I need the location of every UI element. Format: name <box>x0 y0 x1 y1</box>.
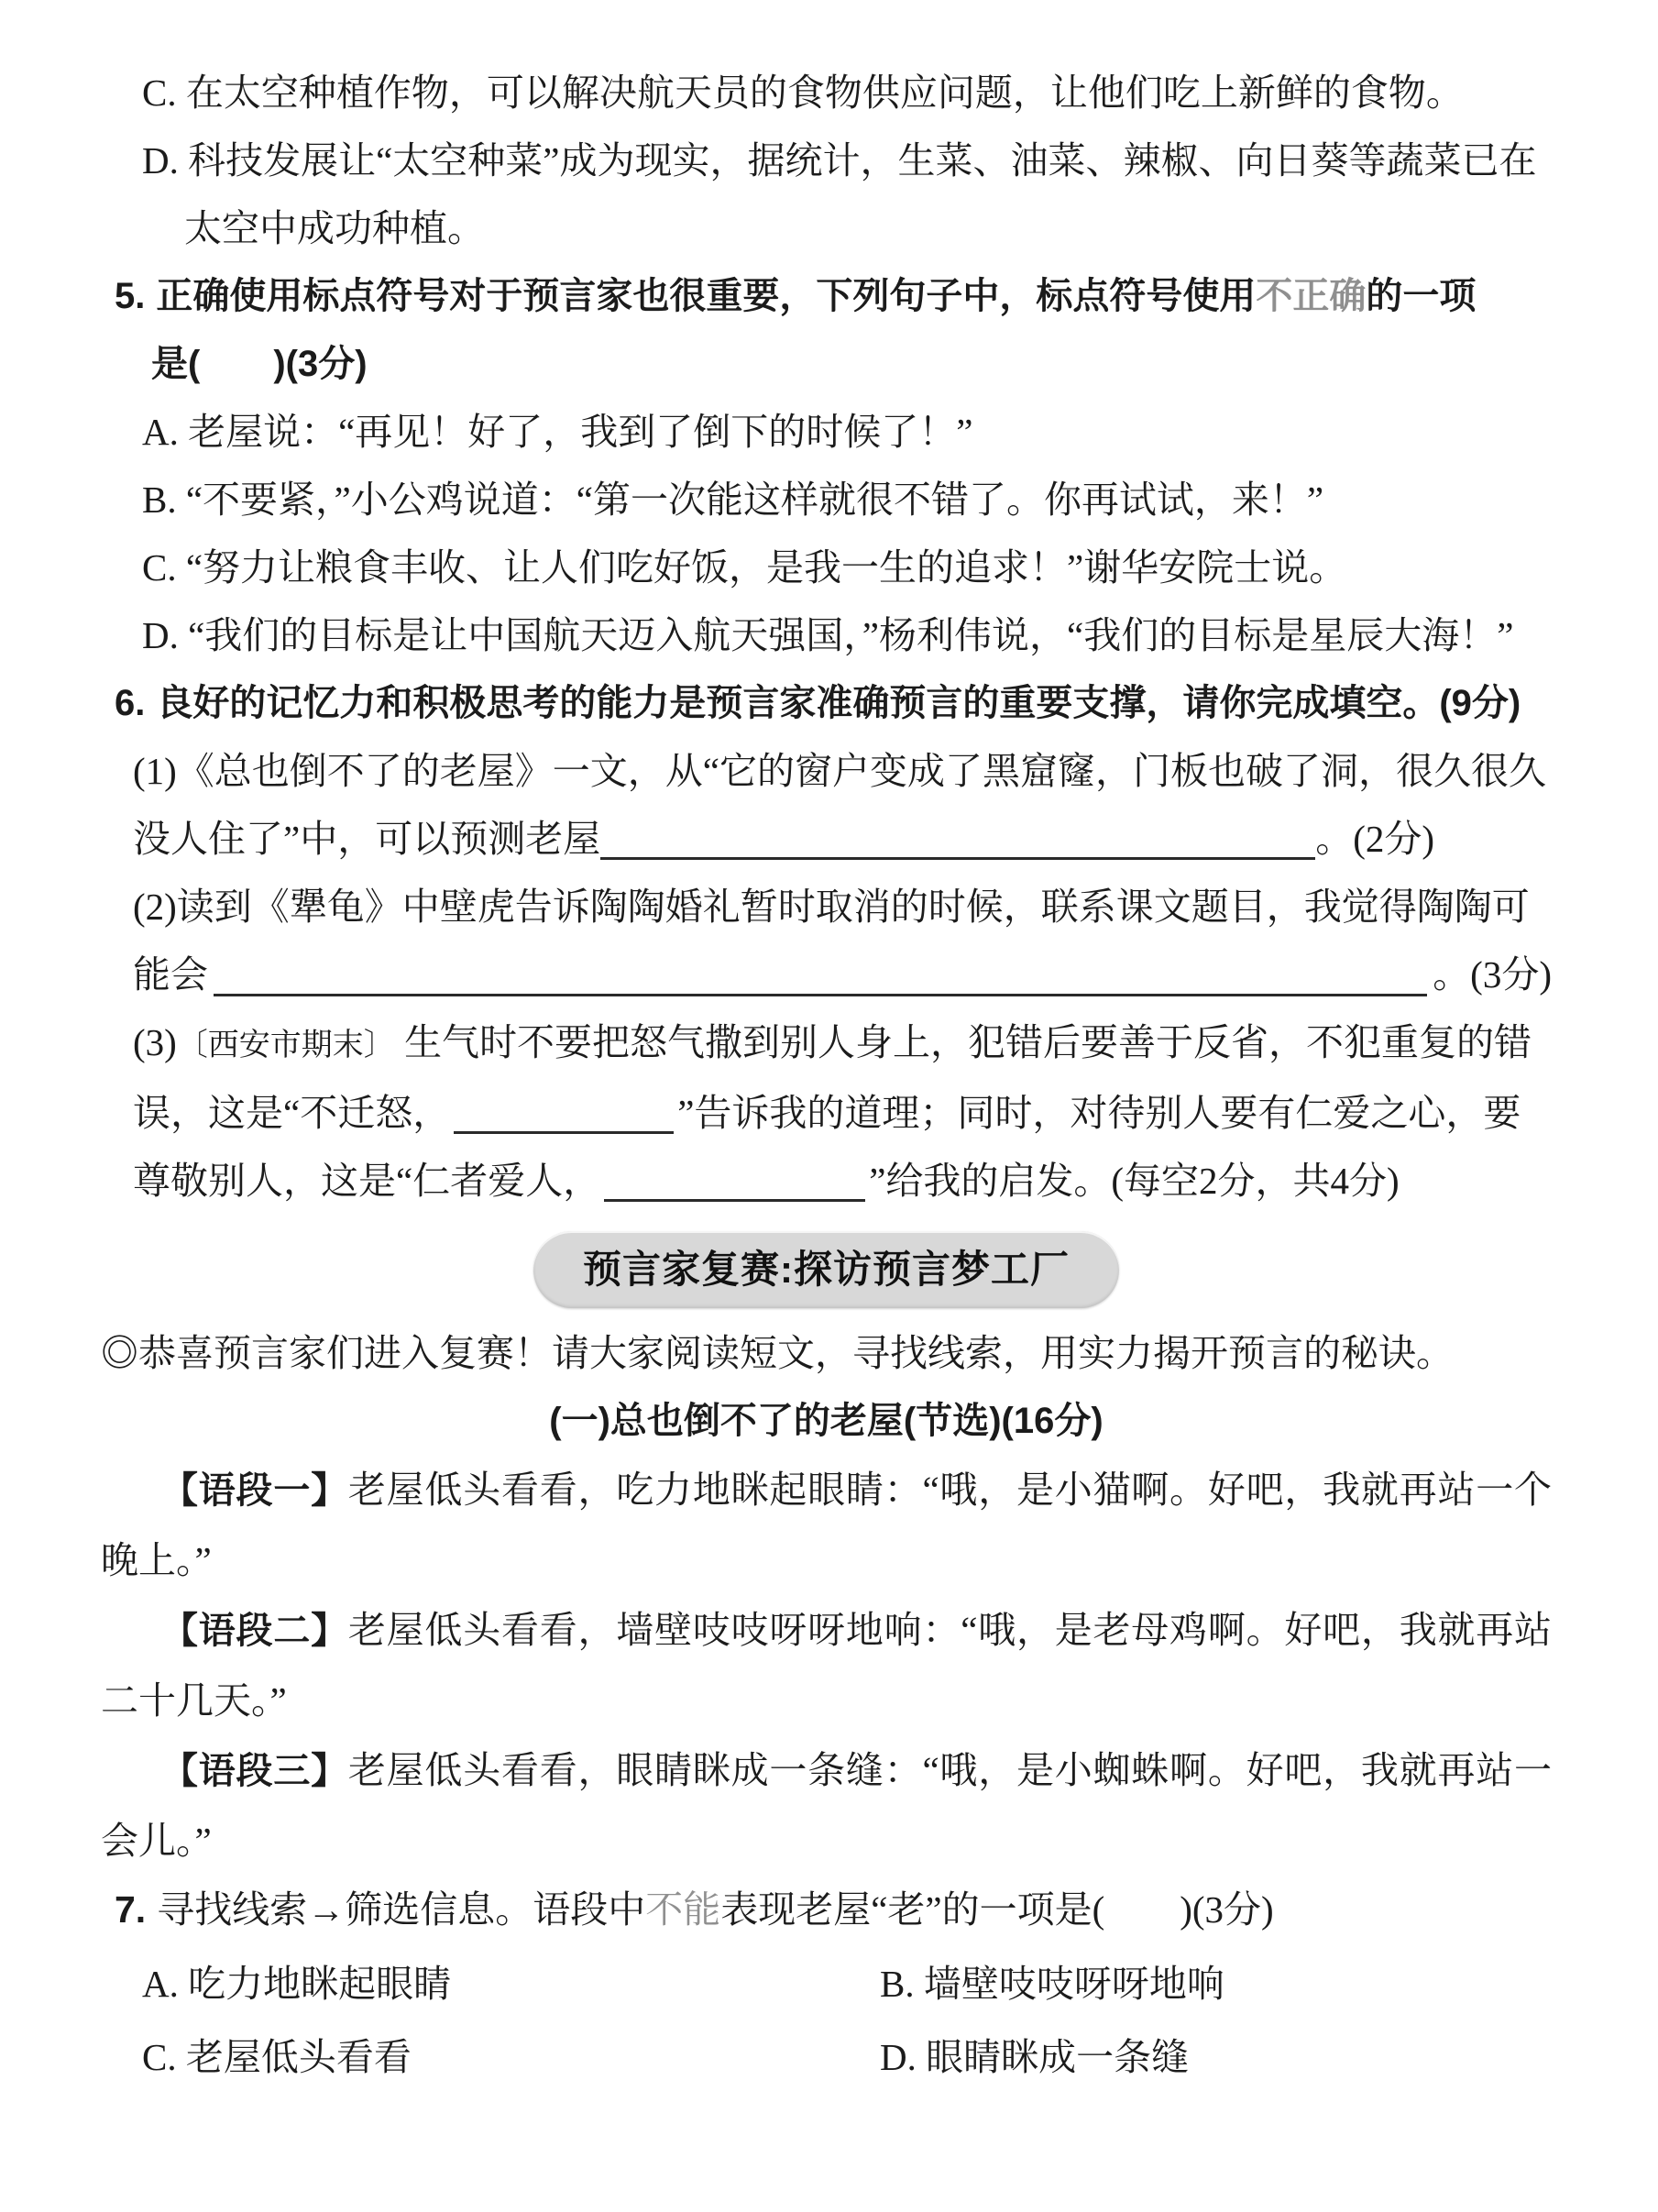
q7-option-b-text: B. 墙壁吱吱呀呀地响 <box>880 1963 1224 2005</box>
q5-number: 5. <box>115 276 146 316</box>
section-intro-text: ◎恭喜预言家们进入复赛！请大家阅读短文，寻找线索，用实力揭开预言的秘诀。 <box>101 1332 1454 1374</box>
q7-option-a <box>142 1947 880 2020</box>
q4-option-c-text: C. 在太空种植作物，可以解决航天员的食物供应问题，让他们吃上新鲜的食物。 <box>142 72 1464 114</box>
section-banner-row <box>101 1231 1552 1308</box>
q6-sub2-line2-pre: 能会 <box>133 953 208 996</box>
q6-sub2-line2 <box>133 941 1552 1008</box>
q7-stem <box>115 1876 1552 1943</box>
q6-stem <box>115 669 1552 737</box>
passage-3-text: 老屋低头看看，眼睛眯成一条缝：“哦，是小蜘蛛啊。好吧，我就再站一会儿。” <box>101 1749 1553 1862</box>
q6-sub2-blank <box>214 941 1427 996</box>
q7-option-d-text: D. 眼睛眯成一条缝 <box>880 2036 1190 2078</box>
q7-option-a-text: A. 吃力地眯起眼睛 <box>142 1963 452 2005</box>
q5-option-c <box>142 534 1552 601</box>
q6-sub3-line1 <box>133 1008 1552 1079</box>
q6-sub3-source-tag: 〔西安市期末〕 <box>176 1028 395 1062</box>
q5-stem-line2 <box>151 330 1552 398</box>
q6-sub3-blank2 <box>604 1159 865 1202</box>
q5-stem-pre: 正确使用标点符号对于预言家也很重要，下列句子中，标点符号使用 <box>156 276 1257 316</box>
q6-sub1-line1-text: (1)《总也倒不了的老屋》一文，从“它的窗户变成了黑窟窿，门板也破了洞，很久很久 <box>133 750 1547 792</box>
q6-sub3-line3-pre: 尊敬别人，这是“仁者爱人， <box>133 1160 601 1202</box>
q5-stem-post: 的一项 <box>1366 276 1477 316</box>
q6-sub2-line1 <box>133 873 1552 941</box>
q7-stem-pre: 寻找线索→筛选信息。语段中 <box>157 1888 646 1931</box>
q6-sub2-line1-text: (2)读到《犟龟》中壁虎告诉陶陶婚礼暂时取消的时候，联系课文题目，我觉得陶陶可 <box>133 886 1530 928</box>
q6-sub1-line2-post: 。(2分) <box>1315 818 1435 860</box>
q6-sub3-line3-post: ”给我的启发。(每空2分，共4分) <box>869 1160 1400 1202</box>
passage-title <box>101 1387 1552 1455</box>
q5-option-d-text: D. “我们的目标是让中国航天迈入航天强国，”杨利伟说，“我们的目标是星辰大海！” <box>142 614 1514 656</box>
q7-number: 7. <box>115 1888 147 1931</box>
q6-sub3-blank1 <box>454 1091 674 1134</box>
q7-option-d <box>880 2020 1552 2094</box>
q4-option-d <box>142 127 1552 194</box>
q7-stem-emphasis: 不能 <box>645 1888 721 1931</box>
q6-sub3-line2-post: ”告诉我的道理；同时，对待别人要有仁爱之心，要 <box>677 1092 1521 1134</box>
passage-2-label: 【语段二】 <box>161 1611 348 1651</box>
passage-1 <box>101 1455 1552 1595</box>
q6-sub1-line2-pre: 没人住了”中，可以预测老屋 <box>133 818 601 860</box>
passage-2 <box>101 1595 1552 1735</box>
q6-sub3-prefix: (3) <box>133 1021 177 1063</box>
q6-sub3-line2 <box>133 1079 1552 1147</box>
q5-stem <box>115 262 1552 330</box>
q5-option-a-text: A. 老屋说：“再见！好了，我到了倒下的时候了！” <box>142 411 973 453</box>
q7-option-c <box>142 2020 880 2094</box>
q6-sub3-line3 <box>133 1147 1552 1215</box>
passage-2-text: 老屋低头看看，墙壁吱吱呀呀地响：“哦，是老母鸡啊。好吧，我就再站二十几天。” <box>101 1609 1553 1722</box>
q5-option-b <box>142 466 1552 534</box>
section-intro <box>101 1319 1552 1387</box>
q7-option-b <box>880 1947 1552 2020</box>
q6-sub1-line2 <box>133 805 1552 873</box>
section-banner: 预言家复赛:探访预言梦工厂 <box>533 1231 1119 1308</box>
q4-option-d-text: D. 科技发展让“太空种菜”成为现实，据统计，生菜、油菜、辣椒、向日葵等蔬菜已在 <box>142 139 1537 182</box>
q4-option-d-cont-text: 太空中成功种植。 <box>184 207 485 249</box>
q4-option-c <box>142 59 1552 127</box>
passage-3-label: 【语段三】 <box>161 1751 348 1791</box>
q7-option-c-text: C. 老屋低头看看 <box>142 2036 412 2078</box>
passage-3 <box>101 1735 1552 1876</box>
q6-sub1-blank <box>600 817 1315 860</box>
passage-1-text: 老屋低头看看，吃力地眯起眼睛：“哦，是小猫啊。好吧，我就再站一个晚上。” <box>101 1469 1553 1581</box>
q5-option-d <box>142 601 1552 669</box>
q5-option-c-text: C. “努力让粮食丰收、让人们吃好饭，是我一生的追求！”谢华安院士说。 <box>142 546 1347 589</box>
q5-stem-emphasis: 不正确 <box>1256 276 1367 316</box>
q5-option-a <box>142 398 1552 466</box>
q7-options <box>142 1947 1552 2094</box>
q6-stem-text: 良好的记忆力和积极思考的能力是预言家准确预言的重要支撑，请你完成填空。(9分) <box>156 683 1521 723</box>
q5-option-b-text: B. “不要紧，”小公鸡说道：“第一次能这样就很不错了。你再试试，来！” <box>142 479 1324 521</box>
passage-1-label: 【语段一】 <box>161 1470 348 1511</box>
q6-sub2-line2-post: 。(3分) <box>1433 953 1552 996</box>
q5-answer-paren: 是( )(3分) <box>151 344 368 384</box>
q6-sub1-line1 <box>133 737 1552 805</box>
passage-title-text: (一)总也倒不了的老屋(节选)(16分) <box>549 1401 1104 1441</box>
q6-sub3-line2-pre: 误，这是“不迁怒， <box>133 1092 451 1134</box>
q7-stem-post: 表现老屋“老”的一项是( )(3分) <box>720 1888 1274 1931</box>
q6-number: 6. <box>115 683 146 723</box>
q6-sub3-line1-text: 生气时不要把怒气撒到别人身上，犯错后要善于反省，不犯重复的错 <box>394 1021 1532 1063</box>
q4-option-d-cont <box>184 194 1552 262</box>
